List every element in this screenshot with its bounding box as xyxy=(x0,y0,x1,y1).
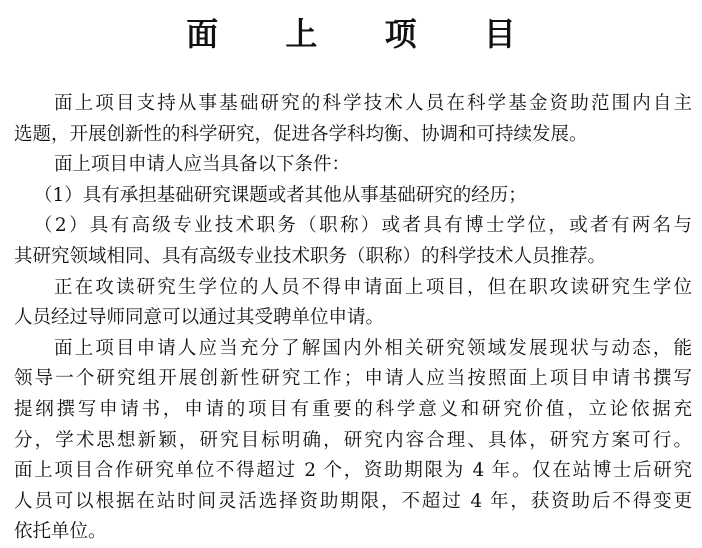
paragraph-4-line-3: 提纲撰写申请书，申请的项目有重要的科学意义和研究价值，立论依据充 xyxy=(14,398,692,420)
condition-2-line-2: 其研究领域相同、具有高级专业技术职务（职称）的科学技术人员推荐。 xyxy=(14,245,607,267)
paragraph-3-line-2: 人员经过导师同意可以通过其受聘单位申请。 xyxy=(14,307,385,329)
paragraph-4-line-5: 面上项目合作研究单位不得超过 2 个，资助期限为 4 年。仅在站博士后研究 xyxy=(14,460,692,482)
paragraph-4-line-1: 面上项目申请人应当充分了解国内外相关研究领域发展现状与动态，能 xyxy=(54,337,692,359)
condition-1-line: （1）具有承担基础研究课题或者其他从事基础研究的经历； xyxy=(34,184,527,206)
paragraph-3-line-1: 正在攻读研究生学位的人员不得申请面上项目，但在职攻读研究生学位 xyxy=(54,276,692,298)
paragraph-1-line-1: 面上项目支持从事基础研究的科学技术人员在科学基金资助范围内自主 xyxy=(54,93,692,114)
paragraph-1-line-2: 选题，开展创新性的科学研究，促进各学科均衡、协调和可持续发展。 xyxy=(14,123,588,145)
paragraph-4-line-7: 依托单位。 xyxy=(14,521,107,543)
paragraph-2-line-1: 面上项目申请人应当具备以下条件： xyxy=(54,154,351,176)
document-body xyxy=(14,89,692,548)
paragraph-4-line-6: 人员可以根据在站时间灵活选择资助期限，不超过 4 年，获资助后不得变更 xyxy=(14,490,692,512)
condition-2-line-1: （2）具有高级专业技术职务（职称）或者具有博士学位，或者有两名与 xyxy=(34,215,692,237)
paragraph-4-line-2: 领导一个研究组开展创新性研究工作；申请人应当按照面上项目申请书撰写 xyxy=(14,368,692,390)
paragraph-4-line-4: 分，学术思想新颖，研究目标明确，研究内容合理、具体，研究方案可行。 xyxy=(14,429,692,451)
page-title: 面 上 项 目 xyxy=(186,15,544,53)
